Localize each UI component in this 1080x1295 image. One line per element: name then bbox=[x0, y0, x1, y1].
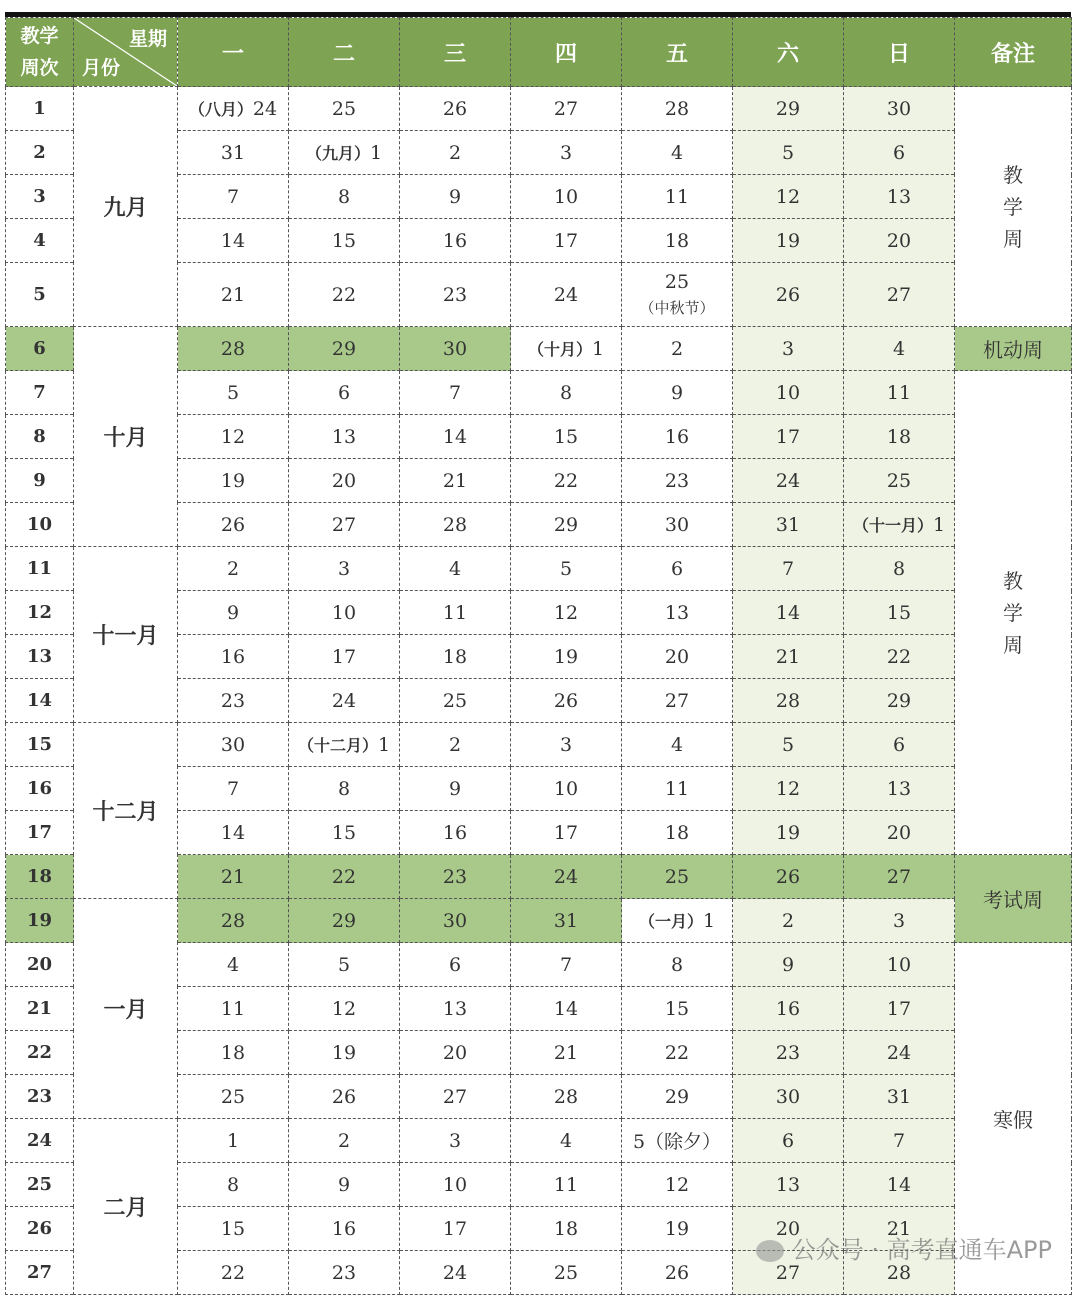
date-cell: 21 bbox=[400, 459, 511, 503]
date-cell: 16 bbox=[622, 415, 733, 459]
date-cell: 28 bbox=[733, 679, 844, 723]
date-cell: 18 bbox=[178, 1031, 289, 1075]
date-cell: 24 bbox=[289, 679, 400, 723]
date-cell: 12 bbox=[622, 1163, 733, 1207]
date-cell: 9 bbox=[622, 371, 733, 415]
date-cell: 15 bbox=[622, 987, 733, 1031]
date-cell: 27 bbox=[511, 87, 622, 131]
date-cell: 29 bbox=[733, 87, 844, 131]
month-cell: 十月 bbox=[74, 327, 178, 547]
date-cell bbox=[289, 131, 400, 175]
date-cell: 3 bbox=[733, 327, 844, 371]
week-number-cell: 17 bbox=[6, 811, 74, 855]
week-number-cell: 5 bbox=[6, 263, 74, 327]
date-cell: 15 bbox=[511, 415, 622, 459]
week-number-cell: 21 bbox=[6, 987, 74, 1031]
date-cell: 10 bbox=[400, 1163, 511, 1207]
date-cell: 31 bbox=[844, 1075, 955, 1119]
date-cell: 22 bbox=[289, 263, 400, 327]
date-cell: 19 bbox=[733, 219, 844, 263]
date-cell: 6 bbox=[622, 547, 733, 591]
date-cell: 4 bbox=[622, 723, 733, 767]
week-number-cell: 26 bbox=[6, 1207, 74, 1251]
date-cell: 10 bbox=[733, 371, 844, 415]
date-cell: 27 bbox=[844, 263, 955, 327]
date-cell: 8 bbox=[289, 175, 400, 219]
date-number: 24 bbox=[252, 98, 278, 120]
month-prefix-label: （十二月） bbox=[297, 736, 378, 755]
date-cell: 17 bbox=[511, 219, 622, 263]
date-cell: 22 bbox=[511, 459, 622, 503]
date-cell bbox=[511, 327, 622, 371]
note-label: 教学周 bbox=[1003, 568, 1023, 657]
date-cell: 28 bbox=[844, 1251, 955, 1295]
date-cell: 26 bbox=[289, 1075, 400, 1119]
date-cell: 13 bbox=[733, 1163, 844, 1207]
date-cell: 24 bbox=[511, 263, 622, 327]
note-label: 考试周 bbox=[983, 888, 1043, 912]
week-number-cell: 23 bbox=[6, 1075, 74, 1119]
date-cell: 4 bbox=[400, 547, 511, 591]
date-cell: 27 bbox=[622, 679, 733, 723]
date-cell: 29 bbox=[289, 327, 400, 371]
date-cell: 20 bbox=[400, 1031, 511, 1075]
date-cell: 21 bbox=[178, 855, 289, 899]
month-prefix-label: （九月） bbox=[305, 144, 370, 163]
week-number-cell: 1 bbox=[6, 87, 74, 131]
date-cell: 28 bbox=[400, 503, 511, 547]
date-cell: 13 bbox=[622, 591, 733, 635]
date-cell: 19 bbox=[511, 635, 622, 679]
date-cell: 17 bbox=[289, 635, 400, 679]
week-number-cell: 20 bbox=[6, 943, 74, 987]
day-header: 一 bbox=[178, 18, 289, 87]
date-cell: 22 bbox=[289, 855, 400, 899]
date-cell: 31 bbox=[733, 503, 844, 547]
date-cell: 8 bbox=[622, 943, 733, 987]
date-cell: 5 bbox=[511, 547, 622, 591]
month-prefix-label: （十月） bbox=[527, 340, 592, 359]
date-cell: 31 bbox=[511, 899, 622, 943]
date-cell: 30 bbox=[733, 1075, 844, 1119]
date-cell: 24 bbox=[511, 855, 622, 899]
date-cell: 26 bbox=[511, 679, 622, 723]
date-cell: 25 bbox=[622, 855, 733, 899]
date-cell bbox=[622, 1119, 733, 1163]
date-cell: 7 bbox=[733, 547, 844, 591]
date-cell: 8 bbox=[844, 547, 955, 591]
date-cell: 5 bbox=[178, 371, 289, 415]
date-number: 1 bbox=[702, 910, 716, 932]
day-header: 三 bbox=[400, 18, 511, 87]
date-number: 25 bbox=[664, 271, 690, 293]
date-cell: 15 bbox=[178, 1207, 289, 1251]
calendar-body bbox=[6, 87, 1072, 1295]
date-cell bbox=[622, 263, 733, 327]
note-cell bbox=[955, 371, 1072, 855]
date-cell: 31 bbox=[178, 131, 289, 175]
date-cell: 29 bbox=[844, 679, 955, 723]
date-cell: 11 bbox=[511, 1163, 622, 1207]
date-cell: 21 bbox=[511, 1031, 622, 1075]
date-cell: 7 bbox=[178, 175, 289, 219]
date-cell: 10 bbox=[289, 591, 400, 635]
date-cell: 16 bbox=[733, 987, 844, 1031]
week-number-cell: 9 bbox=[6, 459, 74, 503]
day-header: 二 bbox=[289, 18, 400, 87]
date-cell: 4 bbox=[511, 1119, 622, 1163]
date-cell: 5 bbox=[733, 131, 844, 175]
week-number-cell: 8 bbox=[6, 415, 74, 459]
date-cell: 13 bbox=[289, 415, 400, 459]
date-cell: 3 bbox=[511, 131, 622, 175]
date-cell: 25 bbox=[844, 459, 955, 503]
weekday-corner-label: 星期 bbox=[128, 28, 167, 50]
note-header: 备注 bbox=[955, 18, 1072, 87]
date-cell: 13 bbox=[844, 767, 955, 811]
month-weekday-corner-header bbox=[74, 18, 178, 87]
date-cell: 16 bbox=[178, 635, 289, 679]
date-cell: 9 bbox=[733, 943, 844, 987]
date-cell: 8 bbox=[511, 371, 622, 415]
date-cell: 21 bbox=[178, 263, 289, 327]
week-number-cell: 25 bbox=[6, 1163, 74, 1207]
date-cell: 4 bbox=[622, 131, 733, 175]
date-cell: 20 bbox=[733, 1207, 844, 1251]
date-cell: 15 bbox=[289, 219, 400, 263]
week-number-cell: 24 bbox=[6, 1119, 74, 1163]
date-cell: 21 bbox=[733, 635, 844, 679]
date-cell: 19 bbox=[289, 1031, 400, 1075]
date-cell: 22 bbox=[178, 1251, 289, 1295]
day-header: 日 bbox=[844, 18, 955, 87]
week-number-cell: 2 bbox=[6, 131, 74, 175]
date-cell: 8 bbox=[289, 767, 400, 811]
date-cell: 24 bbox=[400, 1251, 511, 1295]
date-cell: 7 bbox=[511, 943, 622, 987]
date-cell: 17 bbox=[733, 415, 844, 459]
date-cell: 14 bbox=[511, 987, 622, 1031]
date-cell: 12 bbox=[289, 987, 400, 1031]
date-cell: 2 bbox=[400, 723, 511, 767]
date-cell: 25 bbox=[289, 87, 400, 131]
date-cell: 27 bbox=[733, 1251, 844, 1295]
date-cell: 22 bbox=[622, 1031, 733, 1075]
header-row bbox=[6, 18, 1072, 87]
date-cell: 16 bbox=[289, 1207, 400, 1251]
date-cell: 12 bbox=[178, 415, 289, 459]
holiday-label: （中秋节） bbox=[639, 299, 715, 317]
date-cell: 27 bbox=[844, 855, 955, 899]
date-cell: 14 bbox=[178, 811, 289, 855]
date-cell: 2 bbox=[622, 327, 733, 371]
date-cell: 26 bbox=[178, 503, 289, 547]
date-cell: 3 bbox=[511, 723, 622, 767]
date-number: 1 bbox=[377, 734, 391, 756]
week-number-header-label: 教学周次 bbox=[20, 25, 59, 79]
wechat-icon bbox=[756, 1240, 784, 1262]
date-cell: 18 bbox=[511, 1207, 622, 1251]
date-cell: 28 bbox=[622, 87, 733, 131]
date-cell bbox=[178, 87, 289, 131]
date-cell: 12 bbox=[733, 175, 844, 219]
week-number-cell: 4 bbox=[6, 219, 74, 263]
date-cell: 11 bbox=[844, 371, 955, 415]
date-cell bbox=[622, 899, 733, 943]
date-cell: 17 bbox=[844, 987, 955, 1031]
month-cell: 十一月 bbox=[74, 547, 178, 723]
week-number-header bbox=[6, 18, 74, 87]
date-cell: 5 bbox=[733, 723, 844, 767]
date-cell bbox=[844, 503, 955, 547]
date-cell: 19 bbox=[178, 459, 289, 503]
date-cell: 24 bbox=[844, 1031, 955, 1075]
month-cell: 九月 bbox=[74, 87, 178, 327]
week-number-cell: 15 bbox=[6, 723, 74, 767]
date-cell: 14 bbox=[178, 219, 289, 263]
date-cell: 16 bbox=[400, 219, 511, 263]
date-number: 1 bbox=[369, 142, 383, 164]
date-cell: 20 bbox=[844, 811, 955, 855]
date-cell: 23 bbox=[178, 679, 289, 723]
table-row bbox=[6, 899, 1072, 943]
note-label: 机动周 bbox=[983, 338, 1043, 362]
date-cell: 23 bbox=[733, 1031, 844, 1075]
date-cell: 17 bbox=[400, 1207, 511, 1251]
date-cell: 4 bbox=[178, 943, 289, 987]
date-cell: 3 bbox=[844, 899, 955, 943]
date-cell: 3 bbox=[400, 1119, 511, 1163]
date-cell: 6 bbox=[733, 1119, 844, 1163]
date-cell: 21 bbox=[844, 1207, 955, 1251]
date-cell: 18 bbox=[622, 811, 733, 855]
date-cell: 29 bbox=[511, 503, 622, 547]
note-label: 寒假 bbox=[993, 1108, 1033, 1132]
date-number: 1 bbox=[591, 338, 605, 360]
date-cell: 2 bbox=[400, 131, 511, 175]
note-cell bbox=[955, 855, 1072, 943]
date-number: 5（除夕） bbox=[632, 1131, 722, 1153]
watermark-text: 公众号 · 高考直通车APP bbox=[791, 1236, 1052, 1264]
week-number-cell: 7 bbox=[6, 371, 74, 415]
date-cell: 26 bbox=[622, 1251, 733, 1295]
month-prefix-label: （一月） bbox=[638, 912, 703, 931]
date-cell: 18 bbox=[622, 219, 733, 263]
date-cell: 15 bbox=[289, 811, 400, 855]
date-cell: 23 bbox=[622, 459, 733, 503]
date-cell: 4 bbox=[844, 327, 955, 371]
date-cell: 14 bbox=[733, 591, 844, 635]
date-cell: 11 bbox=[622, 175, 733, 219]
date-cell: 10 bbox=[511, 767, 622, 811]
date-cell: 7 bbox=[844, 1119, 955, 1163]
date-cell: 30 bbox=[622, 503, 733, 547]
date-cell: 14 bbox=[844, 1163, 955, 1207]
table-row bbox=[6, 547, 1072, 591]
date-cell: 15 bbox=[844, 591, 955, 635]
date-cell: 2 bbox=[733, 899, 844, 943]
watermark bbox=[756, 1230, 1052, 1265]
date-cell: 28 bbox=[178, 899, 289, 943]
table-row bbox=[6, 327, 1072, 371]
note-cell bbox=[955, 327, 1072, 371]
date-cell: 26 bbox=[733, 263, 844, 327]
month-cell: 十二月 bbox=[74, 723, 178, 899]
date-cell bbox=[289, 723, 400, 767]
week-number-cell: 27 bbox=[6, 1251, 74, 1295]
date-cell: 20 bbox=[289, 459, 400, 503]
date-cell: 6 bbox=[289, 371, 400, 415]
date-cell: 5 bbox=[289, 943, 400, 987]
date-cell: 28 bbox=[178, 327, 289, 371]
month-cell: 一月 bbox=[74, 899, 178, 1119]
date-cell: 27 bbox=[289, 503, 400, 547]
table-row bbox=[6, 723, 1072, 767]
date-cell: 19 bbox=[622, 1207, 733, 1251]
date-cell: 7 bbox=[400, 371, 511, 415]
week-number-cell: 12 bbox=[6, 591, 74, 635]
date-cell: 25 bbox=[178, 1075, 289, 1119]
date-cell: 27 bbox=[400, 1075, 511, 1119]
week-number-cell: 14 bbox=[6, 679, 74, 723]
week-number-cell: 10 bbox=[6, 503, 74, 547]
date-cell: 20 bbox=[622, 635, 733, 679]
date-number: 1 bbox=[932, 514, 946, 536]
month-corner-label: 月份 bbox=[82, 57, 121, 79]
note-label: 教学周 bbox=[1003, 162, 1023, 251]
date-cell: 30 bbox=[178, 723, 289, 767]
date-cell: 10 bbox=[511, 175, 622, 219]
date-cell: 9 bbox=[400, 767, 511, 811]
date-cell: 20 bbox=[844, 219, 955, 263]
day-header: 六 bbox=[733, 18, 844, 87]
month-prefix-label: （八月） bbox=[188, 100, 253, 119]
date-cell: 26 bbox=[400, 87, 511, 131]
date-cell: 7 bbox=[178, 767, 289, 811]
date-cell: 6 bbox=[844, 723, 955, 767]
day-header: 四 bbox=[511, 18, 622, 87]
date-cell: 6 bbox=[844, 131, 955, 175]
month-cell: 二月 bbox=[74, 1119, 178, 1295]
week-number-cell: 19 bbox=[6, 899, 74, 943]
date-cell: 24 bbox=[733, 459, 844, 503]
date-cell: 13 bbox=[844, 175, 955, 219]
date-cell: 3 bbox=[289, 547, 400, 591]
week-number-cell: 3 bbox=[6, 175, 74, 219]
date-cell: 23 bbox=[289, 1251, 400, 1295]
date-cell: 30 bbox=[400, 327, 511, 371]
date-cell: 1 bbox=[178, 1119, 289, 1163]
date-cell: 18 bbox=[844, 415, 955, 459]
day-header: 五 bbox=[622, 18, 733, 87]
date-cell: 16 bbox=[400, 811, 511, 855]
date-cell: 28 bbox=[511, 1075, 622, 1119]
week-number-cell: 11 bbox=[6, 547, 74, 591]
date-cell: 8 bbox=[178, 1163, 289, 1207]
date-cell: 9 bbox=[289, 1163, 400, 1207]
date-cell: 30 bbox=[844, 87, 955, 131]
table-row bbox=[6, 1119, 1072, 1163]
date-cell: 13 bbox=[400, 987, 511, 1031]
date-cell: 22 bbox=[844, 635, 955, 679]
date-cell: 29 bbox=[289, 899, 400, 943]
date-cell: 25 bbox=[400, 679, 511, 723]
date-cell: 14 bbox=[400, 415, 511, 459]
date-cell: 12 bbox=[511, 591, 622, 635]
week-number-cell: 13 bbox=[6, 635, 74, 679]
table-row bbox=[6, 87, 1072, 131]
date-cell: 6 bbox=[400, 943, 511, 987]
date-cell: 23 bbox=[400, 263, 511, 327]
date-cell: 11 bbox=[178, 987, 289, 1031]
date-cell: 23 bbox=[400, 855, 511, 899]
month-prefix-label: （十一月） bbox=[852, 516, 933, 535]
date-cell: 17 bbox=[511, 811, 622, 855]
school-calendar-table bbox=[5, 17, 1072, 1295]
date-cell: 26 bbox=[733, 855, 844, 899]
date-cell: 30 bbox=[400, 899, 511, 943]
date-cell: 2 bbox=[289, 1119, 400, 1163]
date-cell: 11 bbox=[400, 591, 511, 635]
date-cell: 9 bbox=[178, 591, 289, 635]
date-cell: 2 bbox=[178, 547, 289, 591]
date-cell: 9 bbox=[400, 175, 511, 219]
date-cell: 25 bbox=[511, 1251, 622, 1295]
date-cell: 10 bbox=[844, 943, 955, 987]
date-cell: 18 bbox=[400, 635, 511, 679]
date-cell: 11 bbox=[622, 767, 733, 811]
week-number-cell: 6 bbox=[6, 327, 74, 371]
date-cell: 19 bbox=[733, 811, 844, 855]
date-cell: 12 bbox=[733, 767, 844, 811]
week-number-cell: 16 bbox=[6, 767, 74, 811]
week-number-cell: 22 bbox=[6, 1031, 74, 1075]
date-cell: 29 bbox=[622, 1075, 733, 1119]
week-number-cell: 18 bbox=[6, 855, 74, 899]
note-cell bbox=[955, 87, 1072, 327]
